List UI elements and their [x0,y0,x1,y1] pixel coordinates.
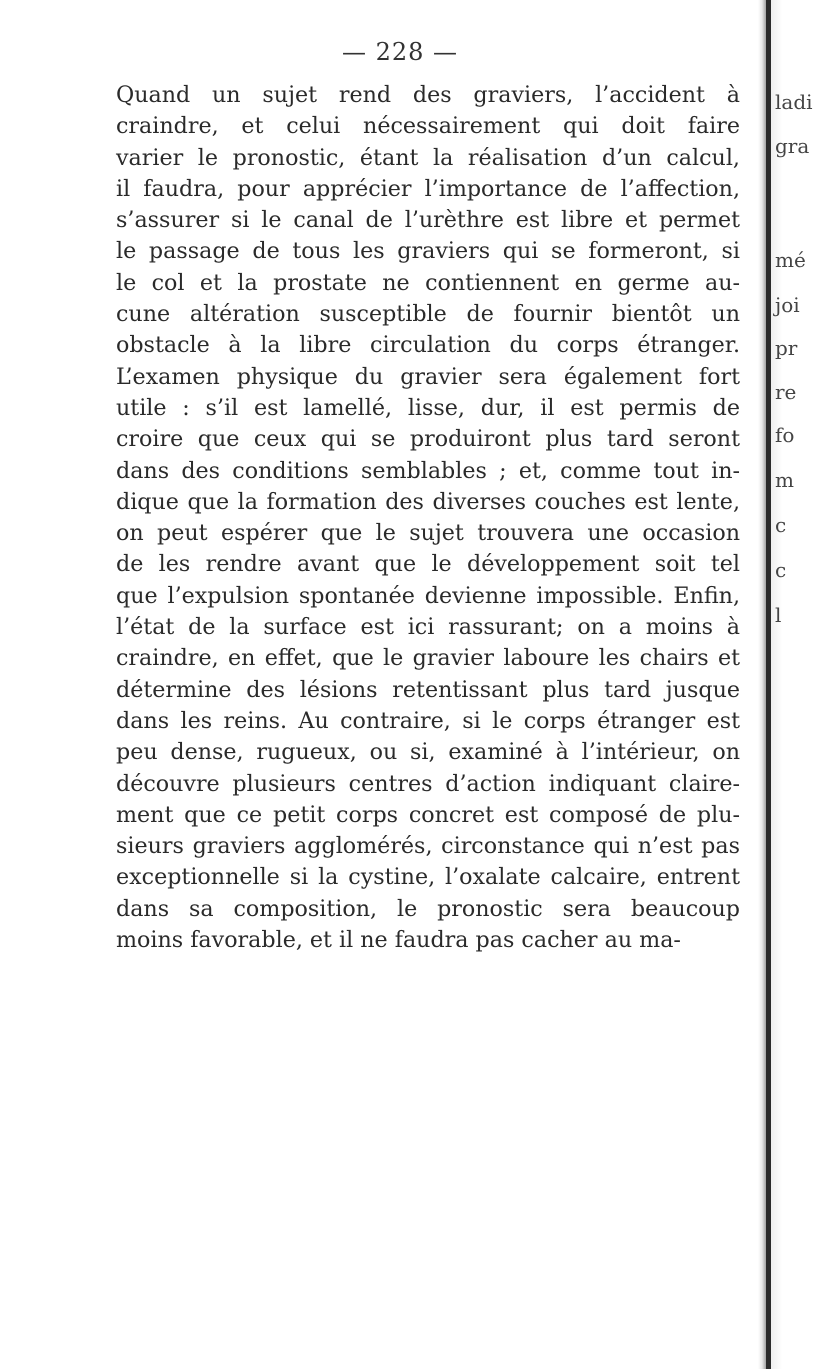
next-page-fragment: joi [775,293,800,317]
text-line: détermine des lésions retentissant plus tard jusque [116,676,740,703]
next-page-fragment: re [775,380,797,404]
text-line: obstacle à la libre circulation du corps étranger. [116,332,740,359]
next-page-fragment: m [775,468,794,492]
next-page-fragment: gra [775,134,810,158]
text-line: s’assurer si le canal de l’urèthre est libre et permet [116,207,740,234]
text-line: il faudra, pour apprécier l’importance de l’affection, [116,175,740,202]
text-line: découvre plusieurs centres d’action indiquant claire- [116,770,740,797]
next-page-fragment: fo [775,423,795,447]
next-page-fragment: pr [775,336,798,360]
text-line: L’examen physique du gravier sera également fort [116,363,740,390]
text-line: le col et la prostate ne contiennent en germe au- [116,269,740,296]
next-page-fragment: ladi [775,90,813,114]
page-number [0,38,800,66]
next-page-fragment: c [775,558,787,582]
text-line: ment que ce petit corps concret est composé de plu- [116,801,740,828]
next-page-sliver [771,0,813,1369]
text-line: cune altération susceptible de fournir bientôt un [116,301,740,328]
next-page-fragment: mé [775,248,806,272]
text-line: croire que ceux qui se produiront plus tard seront [116,426,740,453]
text-line: on peut espérer que le sujet trouvera une occasion [116,520,740,547]
text-line: Quand un sujet rend des graviers, l’accident à [116,82,740,108]
text-line: sieurs graviers agglomérés, circonstance qui n’est pas [116,833,740,860]
text-line: que l’expulsion spontanée devienne impossible. Enfin, [116,582,740,609]
text-line: le passage de tous les graviers qui se formeront, si [116,238,740,265]
text-line: dans des conditions semblables ; et, comme tout in- [116,457,740,484]
body-text [116,80,740,956]
text-line: dique que la formation des diverses couches est lente, [116,488,740,515]
text-line: varier le pronostic, étant la réalisation d’un calcul, [116,144,740,171]
next-page-fragment: l [775,603,782,627]
text-line: dans les reins. Au contraire, si le corps étranger est [116,707,740,734]
text-line: peu dense, rugueux, ou si, examiné à l’intérieur, on [116,739,740,766]
text-line: utile : s’il est lamellé, lisse, dur, il est permis de [116,394,740,421]
text-line: craindre, en effet, que le gravier laboure les chairs et [116,645,740,672]
text-line: craindre, et celui nécessairement qui doit faire [116,113,740,140]
next-page-fragment: c [775,513,787,537]
page-number-text: — 228 — [341,38,459,66]
text-line: de les rendre avant que le développement soit tel [116,551,740,578]
text-line: moins favorable, et il ne faudra pas cacher au ma- [116,927,681,954]
text-line: dans sa composition, le pronostic sera beaucoup [116,895,740,922]
text-line: l’état de la surface est ici rassurant; on a moins à [116,614,740,641]
text-line: exceptionnelle si la cystine, l’oxalate calcaire, entrent [116,864,740,891]
